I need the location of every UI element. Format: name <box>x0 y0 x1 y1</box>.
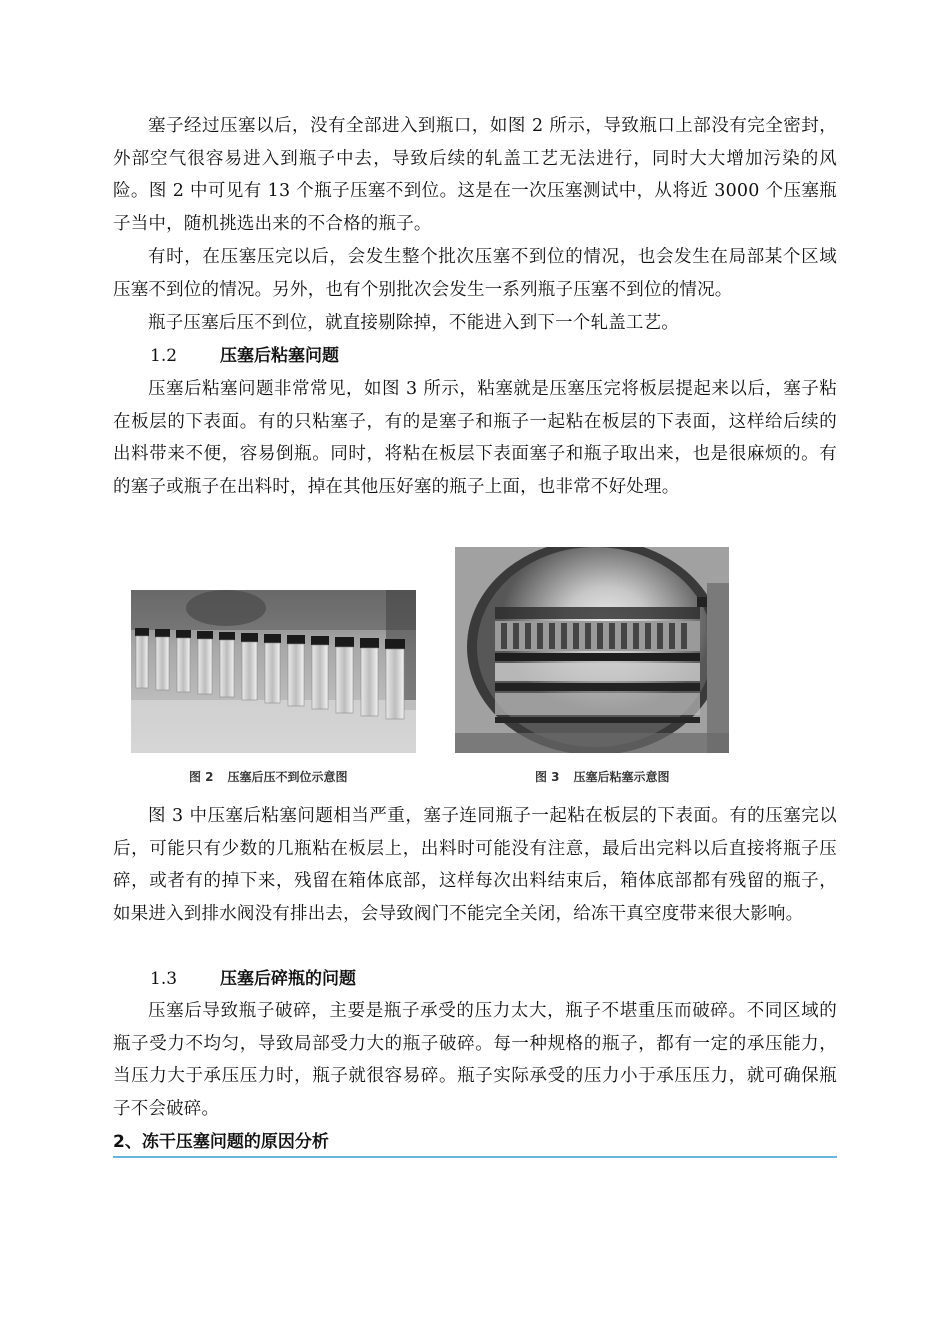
heading-text: 压塞后粘塞问题 <box>220 346 339 366</box>
figure-2-caption <box>189 768 348 785</box>
heading-number: 1.2 <box>150 346 178 366</box>
figure-caption-text: 压塞后压不到位示意图 <box>227 770 348 784</box>
figure-2-image <box>131 590 416 753</box>
vials-photo <box>131 590 416 753</box>
figure-number: 图 2 <box>189 770 214 784</box>
freeze-dryer-photo <box>455 547 729 753</box>
paragraph-reject: 瓶子压塞后压不到位，就直接剔除掉，不能进入到下一个轧盖工艺。 <box>148 313 679 333</box>
figure-3-caption <box>535 768 670 785</box>
paragraph-batch-not-seated: 有时，在压塞压完以后，会发生整个批次压塞不到位的情况，也会发生在局部某个区域压塞不到位的情况。另外，也有个别批次会发生一系列瓶子压塞不到位的情况。 <box>113 247 837 300</box>
heading-1-2 <box>150 340 800 372</box>
section-2-title: 2、冻干压塞问题的原因分析 <box>113 1128 837 1158</box>
paragraph-stopper-not-seated: 塞子经过压塞以后，没有全部进入到瓶口，如图 2 所示，导致瓶口上部没有完全密封，外部空气很容易进入到瓶子中去，导致后续的轧盖工艺无法进行，同时大大增加污染的风险。图 2 中可见有 13 个瓶子压塞不到位。这是在一次压塞测试中，从将近 3000 个压塞瓶子当中，随机挑选出来的不合格的瓶子。 <box>113 116 837 234</box>
heading-number: 1.3 <box>150 969 178 989</box>
figure-number: 图 3 <box>535 770 560 784</box>
paragraph-sticking-severe: 图 3 中压塞后粘塞问题相当严重，塞子连同瓶子一起粘在板层的下表面。有的压塞完以后，可能只有少数的几瓶粘在板层上，出料时可能没有注意，最后出完料以后直接将瓶子压碎，或者有的掉下来，残留在箱体底部，这样每次出料结束后，箱体底部都有残留的瓶子，如果进入到排水阀没有排出去，会导致阀门不能完全关闭，给冻干真空度带来很大影响。 <box>113 806 837 924</box>
paragraph-broken-vials: 压塞后导致瓶子破碎，主要是瓶子承受的压力太大，瓶子不堪重压而破碎。不同区域的瓶子受力不均匀，导致局部受力大的瓶子破碎。每一种规格的瓶子，都有一定的承压能力，当压力大于承压压力时，瓶子就很容易碎。瓶子实际承受的压力小于承压压力，就可确保瓶子不会破碎。 <box>113 1001 837 1119</box>
figure-3-image <box>455 547 729 753</box>
heading-text: 压塞后碎瓶的问题 <box>220 969 356 989</box>
paragraph-sticking: 压塞后粘塞问题非常常见，如图 3 所示，粘塞就是压塞压完将板层提起来以后，塞子粘在板层的下表面。有的只粘塞子，有的是塞子和瓶子一起粘在板层的下表面，这样给后续的出料带来不便，容易倒瓶。同时，将粘在板层下表面塞子和瓶子取出来，也是很麻烦的。有的塞子或瓶子在出料时，掉在其他压好塞的瓶子上面，也非常不好处理。 <box>113 379 837 497</box>
heading-1-3 <box>150 963 800 995</box>
figure-caption-text: 压塞后粘塞示意图 <box>573 770 670 784</box>
